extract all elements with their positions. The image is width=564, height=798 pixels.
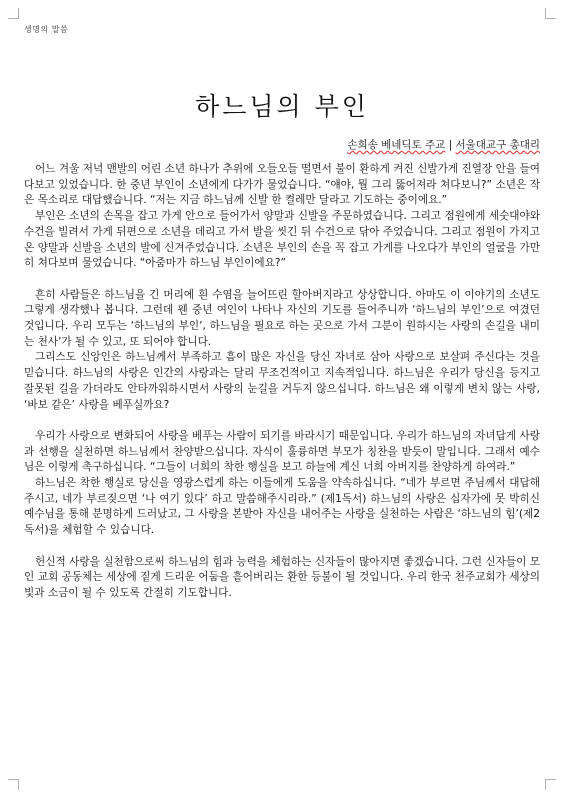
body-paragraph: 헌신적 사랑을 실천함으로써 하느님의 힘과 능력을 체험하는 신자들이 많아지면 좋겠습니다. 그런 신자들이 모인 교회 공동체는 세상에 짙게 드리운 어둠을 흩어버리는 환한 등불이 될 것입니다. 우리 한국 천주교회가 세상의 빛과 소금이 될 수 있도록 간절히 기도합니다. [24, 555, 540, 599]
page-corner-mark [8, 8, 19, 19]
body-paragraph: 흔히 사람들은 하느님을 긴 머리에 흰 수염을 늘어뜨린 할아버지라고 상상합니다. 아마도 이 이야기의 소년도 그렇게 생각했나 봅니다. 그런데 웬 중년 여인이 나타나 자신의 기도를 들어주니까 ‘하느님의 부인’으로 여겼던 것입니다. 우리 모두는 ‘하느님의 부인’, 하느님을 필요로 하는 곳으로 가서 그분이 원하시는 사랑의 손길을 내미는 천사’가 될 수 있고, 또 되어야 합니다. [24, 288, 540, 348]
byline-parish: 서울대교구 총대리 [455, 139, 540, 151]
byline-separator: | [448, 139, 453, 151]
body-paragraph: 부인은 소년의 손목을 잡고 가게 안으로 들어가서 양말과 신발을 주문하였습니다. 그리고 점원에게 세숫대야와 수건을 빌려서 가게 뒤편으로 소년을 데리고 가서 발을 씻긴 뒤 수건으로 닦아 주었습니다. 그리고 점원이 가지고 온 양말과 신발을 소년의 발에 신겨주었습니다. 소년은 부인의 손을 꼭 잡고 가게를 나오다가 부인의 얼굴을 가만히 쳐다보며 물었습니다. “아줌마가 하느님 부인이에요?” [24, 210, 540, 270]
article-title: 하느님의 부인 [195, 91, 369, 121]
byline-author: 손희송 베네딕토 주교 [347, 139, 446, 151]
article-body [24, 162, 540, 602]
body-paragraph: 그리스도 신앙인은 하느님께서 부족하고 흠이 많은 자신을 당신 자녀로 삼아 사랑으로 보살펴 주신다는 것을 믿습니다. 하느님의 사랑은 인간의 사랑과는 달리 무조건적이고 지속적입니다. 하느님은 우리가 당신을 등지고 잘못된 길을 가더라도 안타까워하시면서 사랑의 눈길을 거두지 않으십니다. 하느님은 왜 이렇게 변치 않는 사랑, ‘바보 같은’ 사랑을 베푸실까요? [24, 351, 540, 411]
body-paragraph: 어느 겨울 저녁 맨발의 어린 소년 하나가 추위에 오들오들 떨면서 불이 환하게 켜진 신발가게 진열장 안을 들여다보고 있었습니다. 한 중년 부인이 소년에게 다가가 물었습니다. “얘야, 뭘 그리 뚫어져라 쳐다보니?” 소년은 작은 목소리로 대답했습니다. “저는 지금 하느님께 신발 한 켤레만 달라고 기도하는 중이에요.” [24, 163, 540, 207]
page-corner-mark [8, 779, 19, 790]
paragraph-spacer [24, 539, 540, 555]
page-corner-mark [545, 8, 556, 19]
paragraph-spacer [24, 413, 540, 429]
byline [347, 137, 540, 152]
body-paragraph: 우리가 사랑으로 변화되어 사랑을 베푸는 사람이 되기를 바라시기 때문입니다. 우리가 하느님의 자녀답게 사랑과 선행을 실천하면 하느님께서 찬양받으십니다. 자식이 훌륭하면 부모가 칭찬을 받듯이 말입니다. 그래서 예수님은 이렇게 촉구하십니다. “그들이 너희의 착한 행실을 보고 하늘에 계신 너희 아버지를 찬양하게 하여라.” [24, 429, 540, 474]
body-paragraph: 하느님은 착한 행실로 당신을 영광스럽게 하는 이들에게 도움을 약속하십니다. “네가 부르면 주님께서 대답해 주시고, 네가 부르짖으면 ‘나 여기 있다’ 하고 말씀해주시리라.” (제1독서) 하느님의 사랑은 십자가에 못 박히신 예수님을 통해 분명하게 드러났고, 그 사랑을 본받아 자신을 내어주는 사랑을 실천하는 사람은 ‘하느님의 힘’(제2독서)을 체험할 수 있습니다. [24, 477, 540, 537]
page-corner-mark [545, 779, 556, 790]
section-label: 생명의 말씀 [24, 25, 69, 34]
paragraph-spacer [24, 272, 540, 288]
